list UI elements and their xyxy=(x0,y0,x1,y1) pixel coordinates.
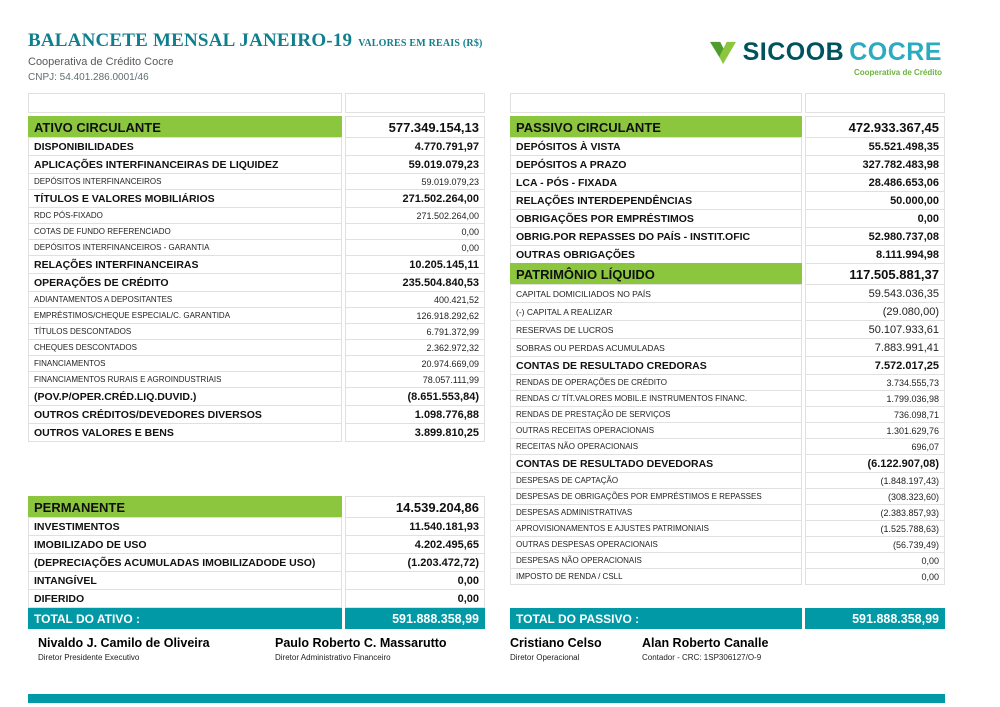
ativo-header-label: ATIVO xyxy=(28,93,342,113)
account-row xyxy=(28,137,485,156)
ativo-total-value: 591.888.358,99 xyxy=(345,608,485,629)
account-label: OUTROS CRÉDITOS/DEVEDORES DIVERSOS xyxy=(28,405,342,424)
account-value: 4.202.495,65 xyxy=(345,535,485,554)
account-label: OBRIGAÇÕES POR EMPRÉSTIMOS xyxy=(510,209,802,228)
account-label: DEPÓSITOS A PRAZO xyxy=(510,155,802,174)
account-row xyxy=(28,387,485,406)
table-spacer xyxy=(28,442,485,496)
account-label: CHEQUES DESCONTADOS xyxy=(28,339,342,356)
account-value: (6.122.907,08) xyxy=(805,454,945,473)
account-value: 1.098.776,88 xyxy=(345,405,485,424)
account-value: 472.933.367,45 xyxy=(805,116,945,138)
account-label: PERMANENTE xyxy=(28,496,342,518)
passivo-total-label: TOTAL DO PASSIVO : xyxy=(510,608,802,629)
account-row xyxy=(510,504,945,521)
section-row xyxy=(510,116,945,138)
logo-cocre-text: COCRE xyxy=(849,38,942,66)
signatures-block xyxy=(28,636,945,676)
passivo-table xyxy=(510,93,945,629)
account-label: DEPÓSITOS INTERFINANCEIROS - GARANTIA xyxy=(28,239,342,256)
account-value: 59.019.079,23 xyxy=(345,155,485,174)
account-value: 0,00 xyxy=(805,552,945,569)
account-label: APROVISIONAMENTOS E AJUSTES PATRIMONIAIS xyxy=(510,520,802,537)
account-label: TÍTULOS DESCONTADOS xyxy=(28,323,342,340)
account-value: (1.203.472,72) xyxy=(345,553,485,572)
account-row xyxy=(28,189,485,208)
account-row xyxy=(510,390,945,407)
account-row xyxy=(28,155,485,174)
page-title-text: BALANCETE MENSAL JANEIRO-19 xyxy=(28,30,353,51)
page-header xyxy=(28,30,483,83)
account-label: OUTRAS OBRIGAÇÕES xyxy=(510,245,802,264)
account-label: (-) CAPITAL A REALIZAR xyxy=(510,302,802,321)
account-label: CAPITAL DOMICILIADOS NO PAÍS xyxy=(510,284,802,303)
account-value: 696,07 xyxy=(805,438,945,455)
account-row xyxy=(28,423,485,442)
signatory-role: Contador - CRC: 1SP306127/O-9 xyxy=(642,653,762,662)
account-value: (8.651.553,84) xyxy=(345,387,485,406)
account-label: IMPOSTO DE RENDA / CSLL xyxy=(510,568,802,585)
account-value: (29.080,00) xyxy=(805,302,945,321)
account-row xyxy=(28,173,485,190)
account-row xyxy=(510,227,945,246)
account-value: 1.799.036,98 xyxy=(805,390,945,407)
signatory-name: Nivaldo J. Camilo de Oliveira xyxy=(38,636,210,650)
ativo-header-value-box xyxy=(345,93,485,113)
account-label: RELAÇÕES INTERFINANCEIRAS xyxy=(28,255,342,274)
account-row xyxy=(510,422,945,439)
sicoob-v-icon xyxy=(708,40,738,66)
account-row xyxy=(28,553,485,572)
account-row xyxy=(28,589,485,608)
account-label: SOBRAS OU PERDAS ACUMULADAS xyxy=(510,338,802,357)
passivo-total-row xyxy=(510,608,945,629)
account-label: (POV.P/OPER.CRÉD.LIQ.DUVID.) xyxy=(28,387,342,406)
bottom-teal-bar xyxy=(28,694,945,703)
account-row xyxy=(510,320,945,339)
account-value: (2.383.857,93) xyxy=(805,504,945,521)
ativo-table xyxy=(28,93,485,629)
account-label: PATRIMÔNIO LÍQUIDO xyxy=(510,263,802,285)
logo-tagline: Cooperativa de Crédito xyxy=(853,68,942,77)
account-value: 6.791.372,99 xyxy=(345,323,485,340)
section-row xyxy=(28,496,485,518)
account-value: 10.205.145,11 xyxy=(345,255,485,274)
account-row xyxy=(510,406,945,423)
cooperative-name: Cooperativa de Crédito Cocre xyxy=(28,56,174,68)
account-label: DESPESAS ADMINISTRATIVAS xyxy=(510,504,802,521)
passivo-table-header xyxy=(510,93,945,113)
account-row xyxy=(510,520,945,537)
account-label: APLICAÇÕES INTERFINANCEIRAS DE LIQUIDEZ xyxy=(28,155,342,174)
account-row xyxy=(510,284,945,303)
account-label: RELAÇÕES INTERDEPENDÊNCIAS xyxy=(510,191,802,210)
account-label: RENDAS DE OPERAÇÕES DE CRÉDITO xyxy=(510,374,802,391)
account-row xyxy=(510,552,945,569)
account-value: (1.525.788,63) xyxy=(805,520,945,537)
account-label: ADIANTAMENTOS A DEPOSITANTES xyxy=(28,291,342,308)
signatory-name: Paulo Roberto C. Massarutto xyxy=(275,636,447,650)
account-value: 1.301.629,76 xyxy=(805,422,945,439)
account-row xyxy=(28,273,485,292)
account-value: 0,00 xyxy=(345,571,485,590)
account-row xyxy=(510,209,945,228)
signatory-role: Diretor Operacional xyxy=(510,653,580,662)
account-label: RESERVAS DE LUCROS xyxy=(510,320,802,339)
account-label: DESPESAS DE CAPTAÇÃO xyxy=(510,472,802,489)
account-row xyxy=(510,454,945,473)
account-value: 400.421,52 xyxy=(345,291,485,308)
account-row xyxy=(510,438,945,455)
passivo-rows xyxy=(510,116,945,608)
account-row xyxy=(510,137,945,156)
account-row xyxy=(510,173,945,192)
account-label: RECEITAS NÃO OPERACIONAIS xyxy=(510,438,802,455)
account-row xyxy=(28,571,485,590)
account-label: INTANGÍVEL xyxy=(28,571,342,590)
account-row xyxy=(28,355,485,372)
account-label: DESPESAS NÃO OPERACIONAIS xyxy=(510,552,802,569)
passivo-header-label: PASSIVO xyxy=(510,93,802,113)
account-value: (1.848.197,43) xyxy=(805,472,945,489)
ativo-total-label: TOTAL DO ATIVO : xyxy=(28,608,342,629)
account-value: 11.540.181,93 xyxy=(345,517,485,536)
account-row xyxy=(28,291,485,308)
account-label: RDC PÓS-FIXADO xyxy=(28,207,342,224)
account-row xyxy=(28,517,485,536)
account-value: 8.111.994,98 xyxy=(805,245,945,264)
account-label: TÍTULOS E VALORES MOBILIÁRIOS xyxy=(28,189,342,208)
account-row xyxy=(510,155,945,174)
account-value: (308.323,60) xyxy=(805,488,945,505)
account-value: (56.739,49) xyxy=(805,536,945,553)
ativo-table-header xyxy=(28,93,485,113)
account-label: DESPESAS DE OBRIGAÇÕES POR EMPRÉSTIMOS E REPASSES xyxy=(510,488,802,505)
account-label: OUTROS VALORES E BENS xyxy=(28,423,342,442)
account-value: 50.107.933,61 xyxy=(805,320,945,339)
passivo-header-value-box xyxy=(805,93,945,113)
ativo-rows xyxy=(28,116,485,608)
signatory-role: Diretor Administrativo Financeiro xyxy=(275,653,391,662)
account-value: 3.734.555,73 xyxy=(805,374,945,391)
account-label: DEPÓSITOS À VISTA xyxy=(510,137,802,156)
account-value: 59.543.036,35 xyxy=(805,284,945,303)
signature-block xyxy=(275,636,447,662)
account-label: FINANCIAMENTOS RURAIS E AGROINDUSTRIAIS xyxy=(28,371,342,388)
account-row xyxy=(28,339,485,356)
account-label: (DEPRECIAÇÕES ACUMULADAS IMOBILIZADODE USO) xyxy=(28,553,342,572)
account-row xyxy=(28,223,485,240)
account-row xyxy=(510,338,945,357)
signatory-name: Alan Roberto Canalle xyxy=(642,636,769,650)
account-value: 3.899.810,25 xyxy=(345,423,485,442)
account-label: CONTAS DE RESULTADO CREDORAS xyxy=(510,356,802,375)
account-row xyxy=(28,207,485,224)
account-row xyxy=(28,307,485,324)
signature-block xyxy=(642,636,768,662)
sicoob-cocre-logo xyxy=(708,38,942,77)
account-label: LCA - PÓS - FIXADA xyxy=(510,173,802,192)
account-value: 117.505.881,37 xyxy=(805,263,945,285)
account-label: INVESTIMENTOS xyxy=(28,517,342,536)
account-value: 14.539.204,86 xyxy=(345,496,485,518)
account-value: 126.918.292,62 xyxy=(345,307,485,324)
account-row xyxy=(510,488,945,505)
account-label: OUTRAS DESPESAS OPERACIONAIS xyxy=(510,536,802,553)
account-value: 0,00 xyxy=(345,589,485,608)
account-label: IMOBILIZADO DE USO xyxy=(28,535,342,554)
account-value: 271.502.264,00 xyxy=(345,189,485,208)
account-value: 78.057.111,99 xyxy=(345,371,485,388)
account-value: 0,00 xyxy=(805,568,945,585)
account-label: OBRIG.POR REPASSES DO PAÍS - INSTIT.OFIC xyxy=(510,227,802,246)
section-row xyxy=(28,116,485,138)
account-row xyxy=(28,323,485,340)
signatory-name: Cristiano Celso xyxy=(510,636,602,650)
account-value: 2.362.972,32 xyxy=(345,339,485,356)
account-value: 7.883.991,41 xyxy=(805,338,945,357)
signatory-role: Diretor Presidente Executivo xyxy=(38,653,140,662)
signature-block xyxy=(38,636,210,662)
account-row xyxy=(28,405,485,424)
account-value: 271.502.264,00 xyxy=(345,207,485,224)
account-value: 327.782.483,98 xyxy=(805,155,945,174)
account-label: DIFERIDO xyxy=(28,589,342,608)
account-label: DISPONIBILIDADES xyxy=(28,137,342,156)
passivo-total-value: 591.888.358,99 xyxy=(805,608,945,629)
account-row xyxy=(510,568,945,585)
section-row xyxy=(510,263,945,285)
account-label: OPERAÇÕES DE CRÉDITO xyxy=(28,273,342,292)
account-label: CONTAS DE RESULTADO DEVEDORAS xyxy=(510,454,802,473)
account-value: 235.504.840,53 xyxy=(345,273,485,292)
account-value: 4.770.791,97 xyxy=(345,137,485,156)
account-value: 736.098,71 xyxy=(805,406,945,423)
account-row xyxy=(510,374,945,391)
account-row xyxy=(28,239,485,256)
account-label: PASSIVO CIRCULANTE xyxy=(510,116,802,138)
account-value: 7.572.017,25 xyxy=(805,356,945,375)
account-label: DEPÓSITOS INTERFINANCEIROS xyxy=(28,173,342,190)
account-row xyxy=(510,356,945,375)
account-row xyxy=(510,472,945,489)
account-value: 577.349.154,13 xyxy=(345,116,485,138)
signature-block xyxy=(510,636,602,662)
account-row xyxy=(28,371,485,388)
ativo-total-row xyxy=(28,608,485,629)
account-label: ATIVO CIRCULANTE xyxy=(28,116,342,138)
page-title xyxy=(28,30,483,52)
account-value: 59.019.079,23 xyxy=(345,173,485,190)
account-row xyxy=(510,245,945,264)
account-row xyxy=(510,536,945,553)
page-title-suffix: VALORES EM REAIS (R$) xyxy=(358,38,483,49)
cnpj-text: CNPJ: 54.401.286.0001/46 xyxy=(28,72,149,83)
account-value: 0,00 xyxy=(345,223,485,240)
logo-sicoob-text: SICOOB xyxy=(742,38,845,66)
account-label: RENDAS C/ TÍT.VALORES MOBIL.E INSTRUMENTOS FINANC. xyxy=(510,390,802,407)
account-value: 20.974.669,09 xyxy=(345,355,485,372)
account-label: RENDAS DE PRESTAÇÃO DE SERVIÇOS xyxy=(510,406,802,423)
account-label: FINANCIAMENTOS xyxy=(28,355,342,372)
account-value: 55.521.498,35 xyxy=(805,137,945,156)
account-row xyxy=(28,535,485,554)
account-label: EMPRÉSTIMOS/CHEQUE ESPECIAL/C. GARANTIDA xyxy=(28,307,342,324)
account-label: OUTRAS RECEITAS OPERACIONAIS xyxy=(510,422,802,439)
account-row xyxy=(510,302,945,321)
account-value: 52.980.737,08 xyxy=(805,227,945,246)
account-row xyxy=(510,191,945,210)
account-value: 50.000,00 xyxy=(805,191,945,210)
account-value: 0,00 xyxy=(345,239,485,256)
balance-tables xyxy=(28,93,945,629)
account-row xyxy=(28,255,485,274)
account-value: 28.486.653,06 xyxy=(805,173,945,192)
account-value: 0,00 xyxy=(805,209,945,228)
account-label: COTAS DE FUNDO REFERENCIADO xyxy=(28,223,342,240)
